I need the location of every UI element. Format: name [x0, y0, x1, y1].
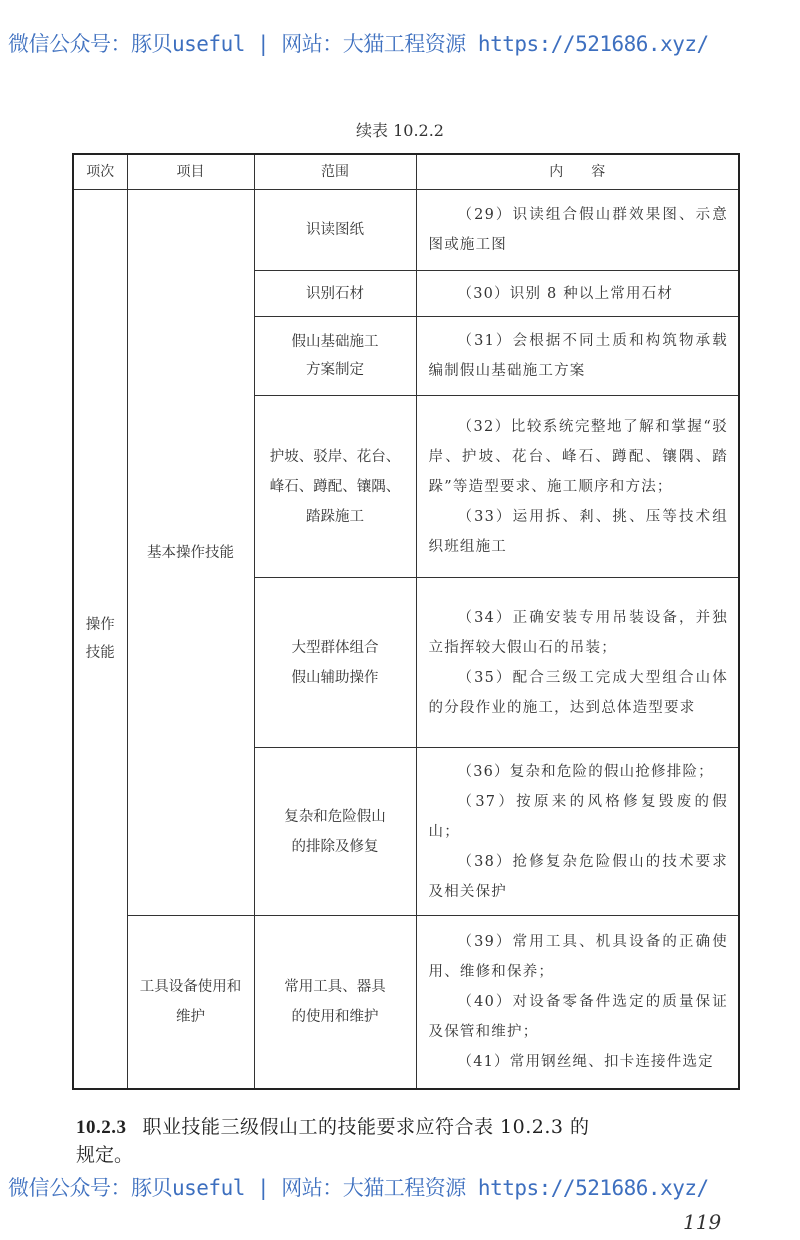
header-item: 项目: [127, 154, 254, 190]
table-row: [73, 916, 739, 1089]
scope-cell: 假山基础施工方案制定: [254, 317, 416, 396]
scope-cell: 大型群体组合假山辅助操作: [254, 578, 416, 748]
section-number: 10.2.3: [76, 1117, 127, 1138]
scope-cell: 护坡、驳岸、花台、峰石、蹲配、镶隅、踏跺施工: [254, 396, 416, 578]
section-text: 职业技能三级假山工的技能要求应符合表 10.2.3 的: [142, 1116, 590, 1138]
content-cell: （29）识读组合假山群效果图、示意图或施工图: [416, 190, 739, 271]
content-cell: （34）正确安装专用吊装设备，并独立指挥较大假山石的吊装； （35）配合三级工完成大型组合山体的分段作业的施工，达到总体造型要求: [416, 578, 739, 748]
content-cell: （30）识别 8 种以上常用石材: [416, 271, 739, 317]
category-cell: 操作技能: [73, 190, 127, 1089]
content-cell: （32）比较系统完整地了解和掌握“驳岸、护坡、花台、峰石、蹲配、镶隅、踏跺”等造型要求、施工顺序和方法； （33）运用拆、剎、挑、压等技术组织班组施工: [416, 396, 739, 578]
item-cell: 工具设备使用和维护: [127, 916, 254, 1089]
table-header-row: [73, 154, 739, 190]
table-row: [73, 190, 739, 271]
section-text-continued: 规定。: [76, 1144, 134, 1166]
page-number: 119: [683, 1210, 722, 1234]
skills-table: [72, 153, 740, 1090]
content-cell: （36）复杂和危险的假山抢修排险； （37）按原来的风格修复毁废的假山； （38）抢修复杂危险假山的技术要求及相关保护: [416, 748, 739, 916]
header-scope: 范围: [254, 154, 416, 190]
header-content: 内 容: [416, 154, 739, 190]
table-caption: 续表 10.2.2: [356, 121, 444, 140]
watermark-bottom: 微信公众号：豚贝useful | 网站：大猫工程资源 https://521686.xyz/: [8, 1176, 709, 1200]
header-index: 项次: [73, 154, 127, 190]
scope-cell: 常用工具、器具的使用和维护: [254, 916, 416, 1089]
watermark-top: 微信公众号：豚贝useful | 网站：大猫工程资源 https://521686.xyz/: [8, 32, 709, 56]
content-cell: （31）会根据不同土质和构筑物承载编制假山基础施工方案: [416, 317, 739, 396]
scope-cell: 识读图纸: [254, 190, 416, 271]
content-cell: （39）常用工具、机具设备的正确使用、维修和保养； （40）对设备零备件选定的质量保证及保管和维护； （41）常用钢丝绳、扣卡连接件选定: [416, 916, 739, 1089]
item-cell: 基本操作技能: [127, 190, 254, 916]
scope-cell: 复杂和危险假山的排除及修复: [254, 748, 416, 916]
section-heading: [76, 1115, 590, 1140]
scope-cell: 识别石材: [254, 271, 416, 317]
